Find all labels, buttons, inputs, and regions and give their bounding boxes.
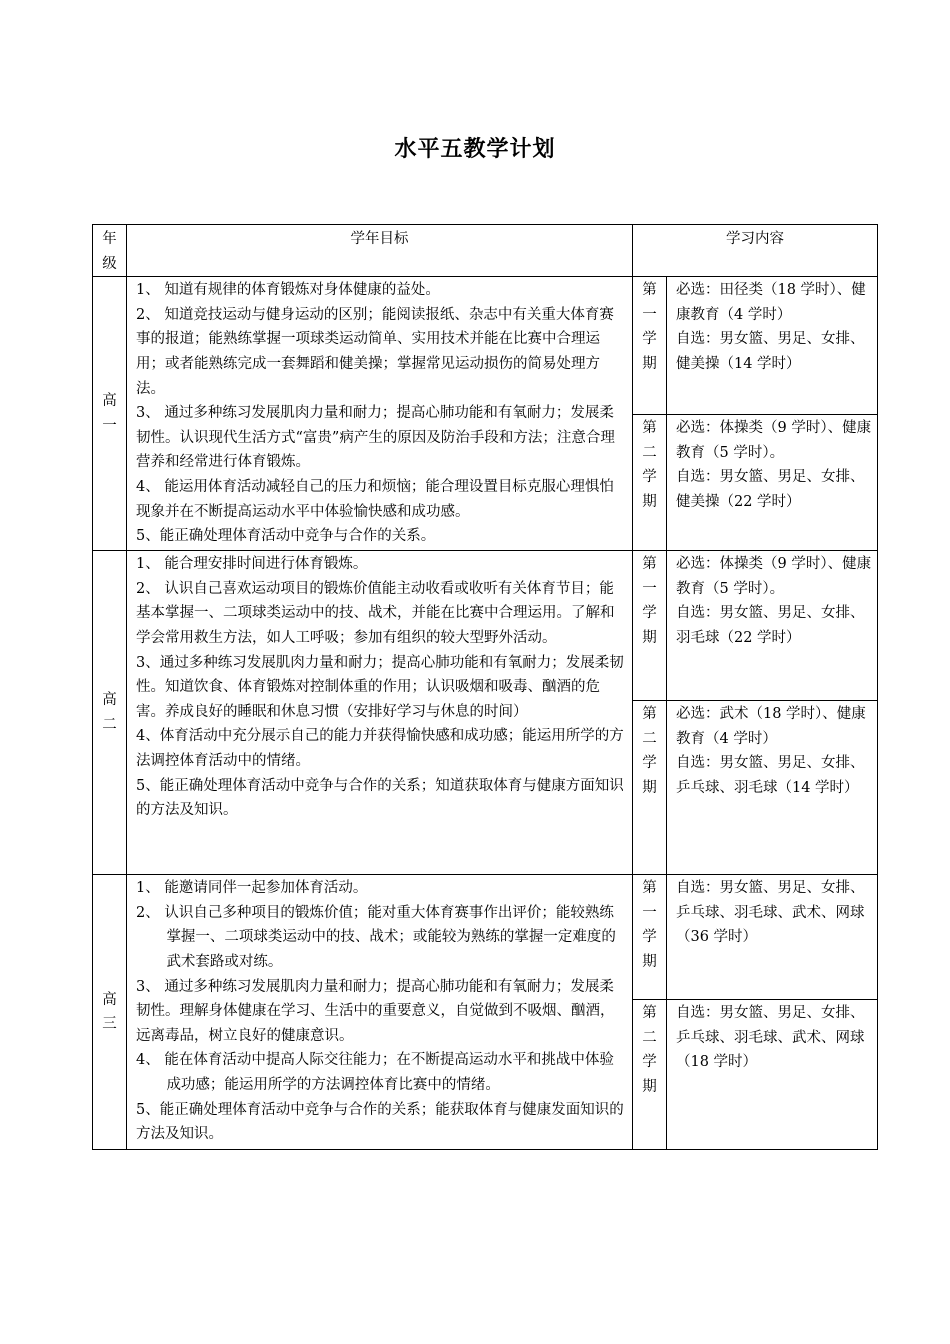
goal-item: 2、 认识自己喜欢运动项目的锻炼价值能主动收看或收听有关体育节目；能基本掌握一、二项球类运动中的技、战术，并能在比赛中合理运用。了解和学会常用救生方法，如人工呼吸；参加有组织的较大型野外活动。 (136, 580, 615, 646)
goal-item: 3、通过多种练习发展肌肉力量和耐力；提高心肺功能和有氧耐力；发展柔韧性。知道饮食、体育锻炼对控制体重的作用；认识吸烟和吸毒、酗酒的危害。养成良好的睡眠和休息习惯（安排好学习与休息的时间） (136, 654, 624, 720)
goal-item: 1、 能合理安排时间进行体育锻炼。 (136, 556, 368, 573)
table-header-row (93, 225, 878, 277)
semester-content: 必选：武术（18 学时）、健康教育（4 学时） 自选：男女篮、男足、女排、乒乓球、羽毛球（14 学时） (667, 701, 878, 875)
goal-item: 1、 知道有规律的体育锻炼对身体健康的益处。 (136, 282, 440, 299)
goals-cell (127, 875, 633, 1150)
table-row (93, 277, 878, 415)
goals-cell (127, 277, 633, 551)
page-title: 水平五教学计划 (394, 137, 556, 162)
semester-label: 第二学期 (633, 415, 667, 551)
goal-item: 5、能正确处理体育活动中竞争与合作的关系；能获取体育与健康发面知识的方法及知识。 (136, 1101, 624, 1143)
semester-label: 第一学期 (633, 875, 667, 1000)
table-row (93, 875, 878, 1000)
goal-item: 3、 通过多种练习发展肌肉力量和耐力；提高心肺功能和有氧耐力；发展柔韧性。理解身体健康在学习、生活中的重要意义，自觉做到不吸烟、酗酒，远离毒品，树立良好的健康意识。 (136, 978, 615, 1044)
teaching-plan-table (92, 224, 878, 1150)
header-goals: 学年目标 (127, 225, 633, 277)
semester-content: 自选：男女篮、男足、女排、乒乓球、羽毛球、武术、网球（36 学时） (667, 875, 878, 1000)
goal-item: 4、 能运用体育活动减轻自己的压力和烦恼；能合理设置目标克服心理惧怕现象并在不断提高运动水平中体验愉快感和成功感。 (136, 478, 614, 520)
goal-item: 2、 知道竞技运动与健身运动的区别；能阅读报纸、杂志中有关重大体育赛事的报道；能熟练掌握一项球类运动简单、实用技术并能在比赛中合理运用；或者能熟练完成一套舞蹈和健美操；掌握常见运动损伤的简易处理方法。 (136, 306, 614, 397)
goal-item: 4、体育活动中充分展示自己的能力并获得愉快感和成功感；能运用所学的方法调控体育活动中的情绪。 (136, 728, 624, 769)
header-grade: 年级 (93, 225, 127, 277)
semester-label: 第一学期 (633, 551, 667, 701)
grade-cell: 高一 (93, 277, 127, 551)
goal-item: 5、能正确处理体育活动中竞争与合作的关系；知道获取体育与健康方面知识的方法及知识。 (136, 777, 624, 819)
semester-content: 必选：体操类（9 学时）、健康教育（5 学时）。 自选：男女篮、男足、女排、羽毛球（22 学时） (667, 551, 878, 701)
goal-item: 1、 能邀请同伴一起参加体育活动。 (136, 880, 368, 897)
semester-content: 必选：体操类（9 学时）、健康教育（5 学时）。 自选：男女篮、男足、女排、健美操（22 学时） (667, 415, 878, 551)
grade-cell: 高三 (93, 875, 127, 1150)
semester-label: 第一学期 (633, 277, 667, 415)
table-row (93, 551, 878, 701)
semester-content: 必选：田径类（18 学时）、健康教育（4 学时） 自选：男女篮、男足、女排、健美操（14 学时） (667, 277, 878, 415)
header-content: 学习内容 (633, 225, 878, 277)
goal-item: 4、 能在体育活动中提高人际交往能力；在不断提高运动水平和挑战中体验成功感；能运用所学的方法调控体育比赛中的情绪。 (136, 1052, 614, 1093)
semester-label: 第二学期 (633, 701, 667, 875)
goals-cell (127, 551, 633, 875)
goal-item: 5、能正确处理体育活动中竞争与合作的关系。 (136, 528, 436, 545)
goal-item: 2、 认识自己多种项目的锻炼价值；能对重大体育赛事作出评价；能较熟练掌握一、二项球类运动中的技、战术；或能较为熟练的掌握一定难度的武术套路或对练。 (136, 904, 616, 970)
goal-item: 3、 通过多种练习发展肌肉力量和耐力；提高心肺功能和有氧耐力；发展柔韧性。认识现代生活方式“富贵”病产生的原因及防治手段和方法；注意合理营养和经常进行体育锻炼。 (136, 405, 615, 471)
semester-label: 第二学期 (633, 1000, 667, 1150)
semester-content: 自选：男女篮、男足、女排、乒乓球、羽毛球、武术、网球（18 学时） (667, 1000, 878, 1150)
grade-cell: 高二 (93, 551, 127, 875)
